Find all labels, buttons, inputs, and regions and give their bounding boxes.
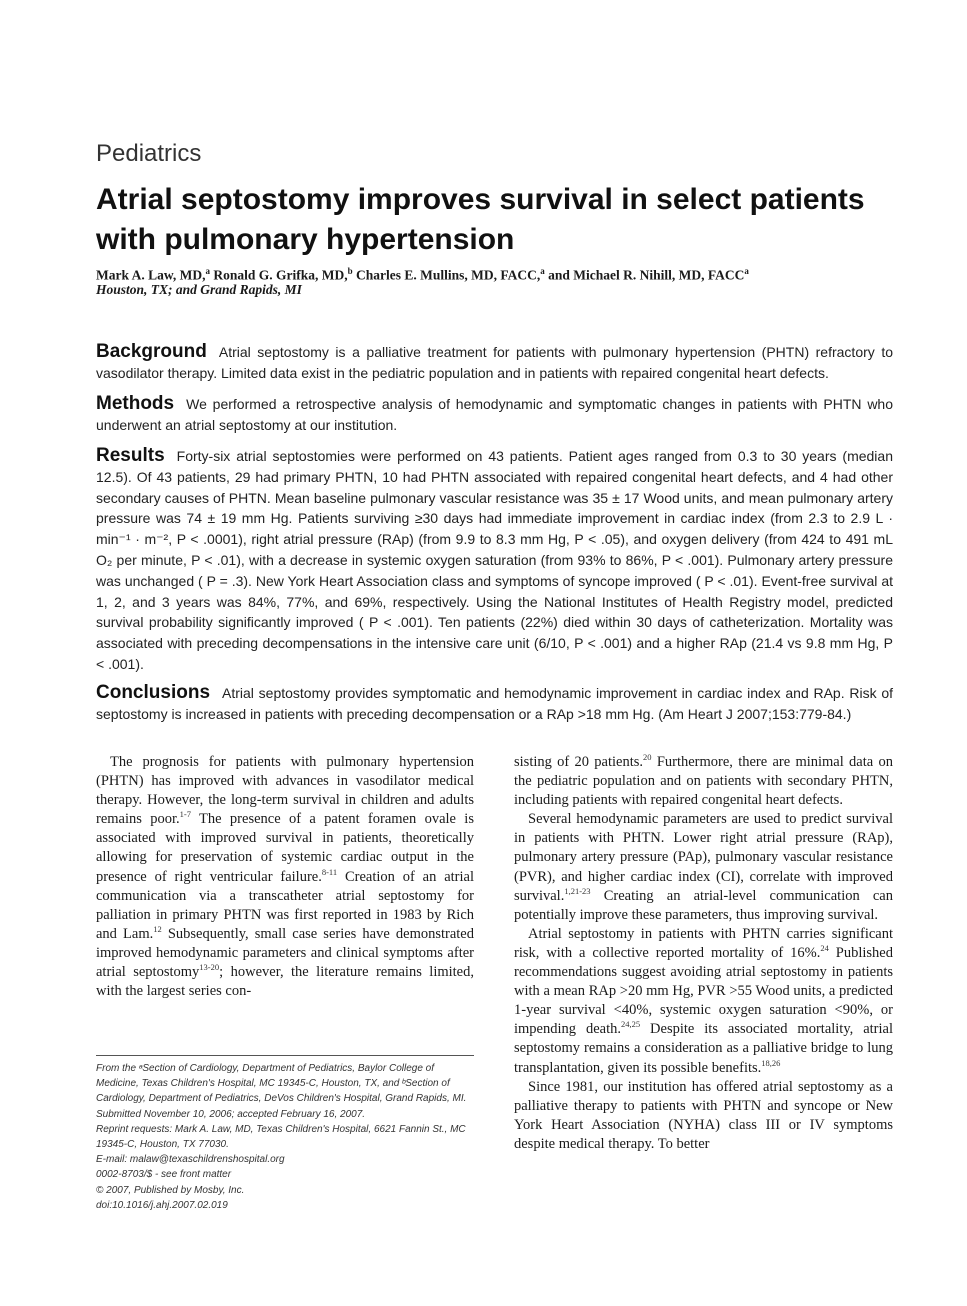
- abstract-results: [96, 446, 893, 675]
- author-name: Mark A. Law, MD,: [96, 267, 206, 283]
- citation-ref: 24: [820, 943, 829, 954]
- body-paragraph: sisting of 20 patients.$^{20}$ Furthermore, there are minimal data on the pediatric population and on patients with secondary PHTN, including patients with repaired congenital heart defects.: [514, 752, 893, 809]
- footnote-reprints: Reprint requests: Mark A. Law, MD, Texas Children's Hospital, 6621 Fannin St., MC 19345-C, Houston, TX 77030.: [96, 1123, 466, 1151]
- affiliation-mark: a: [744, 266, 749, 276]
- abstract-heading: Conclusions: [96, 682, 211, 703]
- affiliation-mark: b: [347, 266, 353, 276]
- citation-ref: 20: [643, 752, 652, 763]
- affiliation-mark: a: [540, 266, 545, 276]
- body-paragraph: Atrial septostomy in patients with PHTN carries significant risk, with a collective reported mortality of 16%.$^{24}$ Published recommendations suggest avoiding atrial septostomy in patients with a mean RAp >20 mm Hg, PVR >55 Wood units, a predicted 1-year survival <40%, systemic oxygen saturation <90%, or impending death.$^{24,25}$ Despite its associated mortality, atrial septostomy remains a consideration as a palliative bridge to lung transplantation, given its possible benefits.$^{18,26}$: [514, 925, 893, 1076]
- author-name: Ronald G. Grifka, MD,: [213, 267, 348, 283]
- abstract-background: [96, 342, 893, 384]
- footnote-affiliations: From the ᵃSection of Cardiology, Department of Pediatrics, Baylor College of Medicine, Texas Children's Hospital, MC 19345-C, Houston, TX, and ᵇSection of Cardiology, Department of Pediatrics, DeVos Children's Hospital, Grand Rapids, MI.: [96, 1063, 467, 1105]
- abstract-text: Atrial septostomy is a palliative treatment for patients with pulmonary hypertension (PHTN) refractory to vasodilator therapy. Limited data exist in the pediatric population and in patients with repaired congenital heart defects.: [96, 344, 893, 381]
- abstract-text: Forty-six atrial septostomies were performed on 43 patients. Patient ages ranged from 0.3 to 30 years (median 12.5). Of 43 patients, 29 had primary PHTN, 10 had PHTN associated with repaired congenital heart defects, and 4 had other secondary causes of PHTN. Mean baseline pulmonary vascular resistance was 35 ± 17 Wood units, and mean pulmonary artery pressure was 74 ± 19 mm Hg. Patients surviving ≥30 days had immediate improvement in cardiac index (from 2.3 to 2.9 L · min⁻¹ · m⁻², P < .0001), right atrial pressure (RAp) (from 9.9 to 8.3 mm Hg, P < .05), and oxygen delivery (from 424 to 491 mL O₂ per minute, P < .01), with a decrease in systemic oxygen saturation (from 93% to 86%, P < .001). Pulmonary artery pressure was unchanged ( P = .3). New York Heart Association class and symptoms of syncope improved ( P < .01). Event-free survival at 1, 2, and 3 years was 84%, 77%, and 69%, respectively. Using the National Institutes of Health Registry model, predicted survival probability significantly improved ( P < .001). Ten patients (22%) died within 30 days of catheterization. Mortality was associated with preceding decompensations in the intensive care unit (6/10, P < .001) and a higher RAp (21.4 vs 9.8 mm Hg, P < .001).: [96, 448, 893, 672]
- citation-ref: 8-11: [321, 866, 338, 877]
- body-paragraph: Since 1981, our institution has offered atrial septostomy as a palliative therapy to patients with PHTN and syncope or New York Heart Association (NYHA) class III or IV symptoms despite medical therapy. To better: [514, 1078, 893, 1152]
- affiliation-mark: a: [205, 266, 210, 276]
- abstract-conclusions: [96, 683, 893, 725]
- body-paragraph: The prognosis for patients with pulmonary hypertension (PHTN) has improved with advances in vasodilator medical therapy. However, the long-term survival in children and adults remains poor.$^{1-7}$ The presence of a patent foramen ovale is associated with improved survival in patients, theoretically allowing for preservation of systemic cardiac output in the presence of right ventricular failure.$^{8-11}$ Creation of an atrial communication via a transcatheter atrial septostomy for palliation in primary PHTN was first reported in 1983 by Rich and Lam.$^{12}$ Subsequently, small case series have demonstrated improved hemodynamic parameters and clinical symptoms after atrial septostomy$^{13-20}$; however, the literature remains limited, with the largest series con-: [96, 754, 474, 1000]
- citation-ref: 1-7: [179, 809, 191, 820]
- body-column-right: [514, 753, 893, 1154]
- footnote-email: E-mail: malaw@texaschildrenshospital.org: [96, 1154, 285, 1166]
- article-title: Atrial septostomy improves survival in select patients with pulmonary hypertension: [96, 183, 865, 256]
- body-column-left: [96, 753, 474, 1001]
- citation-ref: 24,25: [620, 1019, 641, 1030]
- author-name: and Michael R. Nihill, MD, FACC: [548, 267, 745, 283]
- abstract-text: Atrial septostomy provides symptomatic and hemodynamic improvement in cardiac index and RAp. Risk of septostomy is increased in patients with preceding decompensation or a RAp >18 mm Hg. (Am Heart J 2007;153:779-84.): [96, 685, 893, 722]
- body-paragraph: Several hemodynamic parameters are used to predict survival in patients with PHTN. Lower right atrial pressure (RAp), pulmonary artery pressure (PAp), pulmonary vascular resistance (PVR), and higher cardiac index (CI), correlate with improved survival.$^{1,21-23}$ Creating an atrial-level communication can potentially improve these parameters, thus improving survival.: [514, 811, 893, 923]
- footnote-doi: doi:10.1016/j.ahj.2007.02.019: [96, 1199, 228, 1211]
- footnote-divider: [96, 1055, 474, 1056]
- abstract-heading: Methods: [96, 393, 175, 414]
- abstract-text: We performed a retrospective analysis of hemodynamic and symptomatic changes in patients with PHTN who underwent an atrial septostomy at our institution.: [96, 396, 893, 433]
- abstract-methods: [96, 394, 893, 436]
- abstract-heading: Background: [96, 341, 207, 362]
- footnote-issn: 0002-8703/$ - see front matter: [96, 1169, 232, 1181]
- citation-ref: 18,26: [761, 1057, 781, 1068]
- author-location: Houston, TX; and Grand Rapids, MI: [96, 282, 302, 297]
- footnotes: [96, 1061, 474, 1213]
- citation-ref: 12: [153, 924, 162, 935]
- abstract-heading: Results: [96, 445, 165, 466]
- author-name: Charles E. Mullins, MD, FACC,: [356, 267, 541, 283]
- footnote-copyright: © 2007, Published by Mosby, Inc.: [96, 1184, 245, 1196]
- footnote-dates: Submitted November 10, 2006; accepted February 16, 2007.: [96, 1108, 366, 1120]
- section-label: Pediatrics: [96, 140, 202, 167]
- citation-ref: 1,21-23: [564, 885, 591, 896]
- citation-ref: 13-20: [199, 962, 220, 973]
